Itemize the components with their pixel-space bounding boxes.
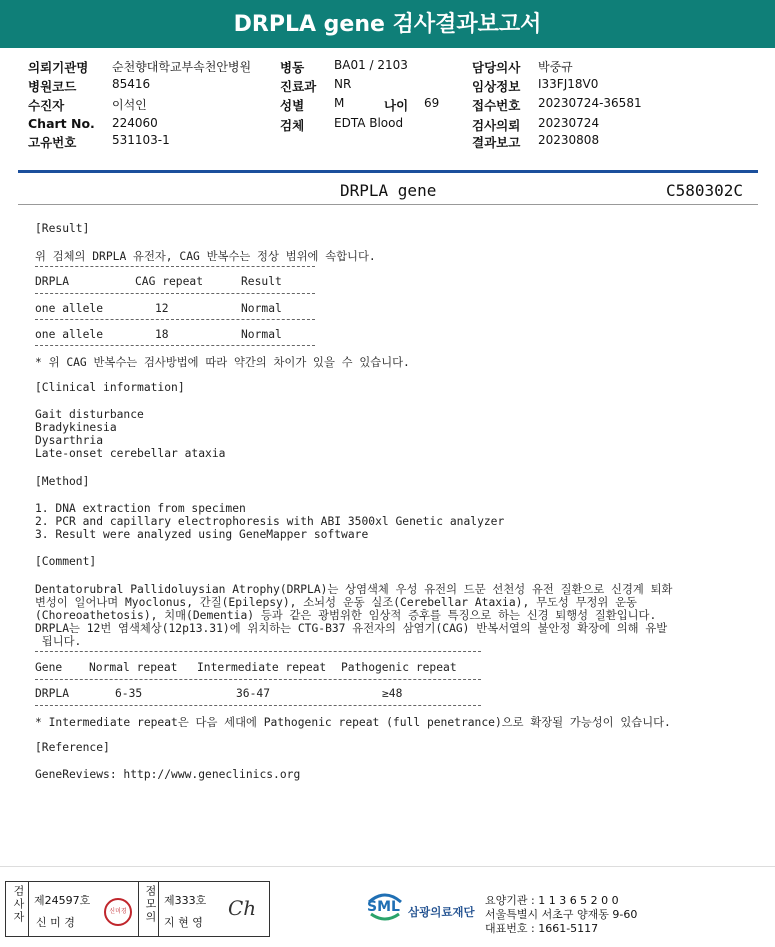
test-name: DRPLA gene [340, 181, 437, 200]
reviewer-name: 지 현 영 [164, 916, 203, 929]
divider [35, 651, 481, 652]
clinical-item: Dysarthria [35, 434, 104, 447]
dept-value: NR [334, 77, 352, 91]
reviewer-label: 점모의 [144, 885, 157, 924]
repeat-intermediate: 36-47 [236, 687, 271, 700]
row1-allele: one allele [35, 302, 104, 315]
clinical-item: Late-onset cerebellar ataxia [35, 447, 226, 460]
result-heading: [Result] [35, 222, 90, 235]
request-date-value: 20230724 [538, 116, 600, 130]
specimen-label: 검체 [280, 118, 305, 133]
ward-value: BA01 / 2103 [334, 58, 408, 72]
title-divider [18, 204, 758, 205]
clinical-info-label: 임상정보 [472, 79, 521, 94]
examiner-license: 제24597호 [34, 894, 91, 907]
reference-heading: [Reference] [35, 741, 110, 754]
report-title: DRPLA gene 검사결과보고서 [0, 0, 775, 48]
unique-no-value: 531103-1 [112, 133, 170, 147]
row2-result: Normal [241, 328, 282, 341]
report-date-label: 결과보고 [472, 135, 521, 150]
examiner-seal [104, 898, 132, 926]
sml-logo [365, 890, 405, 922]
examiner-seal-text: 신미경 [109, 908, 127, 915]
clinical-item: Gait disturbance [35, 408, 144, 421]
repeat-gene: DRPLA [35, 687, 70, 700]
reviewer-signature: Ch [228, 896, 257, 920]
examiner-label: 검사자 [12, 885, 25, 924]
logo-text: SML [367, 899, 400, 915]
divider [35, 679, 481, 680]
org-name: 삼광의료재단 [408, 905, 475, 919]
doctor-value: 박중규 [538, 60, 573, 74]
result-summary: 위 검체의 DRPLA 유전자, CAG 반복수는 정상 범위에 속합니다. [35, 250, 376, 263]
test-code: C580302C [666, 181, 744, 200]
examiner-label-cell [6, 882, 29, 936]
address: 서울특별시 서초구 양재동 9-60 [485, 908, 638, 921]
method-heading: [Method] [35, 475, 90, 488]
receipt-no-label: 접수번호 [472, 98, 521, 113]
comment-line: Dentatorubral Pallidoluysian Atrophy(DRPLA)는 상염색체 우성 유전의 드문 선천성 유전 질환으로 신경계 퇴화 [35, 583, 673, 596]
patient-label: 수진자 [28, 98, 65, 113]
divider [35, 319, 315, 320]
sex-label: 성별 [280, 98, 305, 113]
phone: 대표번호 : 1661-5117 [485, 922, 599, 935]
repeat-col-intermediate: Intermediate repeat [197, 661, 327, 674]
institution-label: 의뢰기관명 [28, 60, 89, 75]
comment-line: DRPLA는 12번 염색체상(12p13.31)에 위치하는 CTG-B37 유전자의 삼염기(CAG) 반복서열의 불안정 확장에 의해 유발 [35, 622, 668, 635]
institution-value: 순천향대학교부속천안병원 [112, 60, 252, 74]
comment-line: 변성이 일어나며 Myoclonus, 간질(Epilepsy), 소뇌성 운동 실조(Cerebellar Ataxia), 무도성 무정위 운동 [35, 596, 637, 609]
repeat-col-normal: Normal repeat [89, 661, 178, 674]
result-col-repeat: CAG repeat [135, 275, 204, 288]
receipt-no-value: 20230724-36581 [538, 96, 642, 110]
reviewer-label-cell [138, 882, 159, 936]
repeat-col-pathogenic: Pathogenic repeat [341, 661, 457, 674]
age-label: 나이 [384, 98, 409, 113]
sex-value: M [334, 96, 345, 110]
ward-label: 병동 [280, 60, 305, 75]
method-item: 2. PCR and capillary electrophoresis with ABI 3500xl Genetic analyzer [35, 515, 505, 528]
comment-heading: [Comment] [35, 555, 97, 568]
result-note: * 위 CAG 반복수는 검사방법에 따라 약간의 차이가 있을 수 있습니다. [35, 356, 410, 369]
repeat-normal: 6-35 [115, 687, 143, 700]
chart-no-value: 224060 [112, 116, 158, 130]
patient-value: 이석인 [112, 98, 147, 112]
row1-repeat: 12 [155, 302, 169, 315]
unique-no-label: 고유번호 [28, 135, 77, 150]
specimen-value: EDTA Blood [334, 116, 404, 130]
repeat-pathogenic: ≥48 [382, 687, 403, 700]
comment-note: * Intermediate repeat은 다음 세대에 Pathogenic repeat (full penetrance)으로 확장될 가능성이 있습니다. [35, 716, 671, 729]
row2-allele: one allele [35, 328, 104, 341]
row1-result: Normal [241, 302, 282, 315]
divider [35, 345, 315, 346]
footer-divider [0, 866, 775, 867]
repeat-col-gene: Gene [35, 661, 63, 674]
header-divider [18, 170, 758, 173]
doctor-label: 담당의사 [472, 60, 521, 75]
clinical-item: Bradykinesia [35, 421, 117, 434]
examiner-name: 신 미 경 [36, 916, 75, 929]
signature-box [5, 881, 270, 937]
method-item: 1. DNA extraction from specimen [35, 502, 246, 515]
request-date-label: 검사의뢰 [472, 118, 521, 133]
age-value: 69 [424, 96, 440, 110]
result-col-result: Result [241, 275, 282, 288]
dept-label: 진료과 [280, 79, 317, 94]
reference-text: GeneReviews: http://www.geneclinics.org [35, 768, 301, 781]
divider [35, 705, 481, 706]
divider [35, 293, 315, 294]
row2-repeat: 18 [155, 328, 169, 341]
code-line: 요양기관 : 1 1 3 6 5 2 0 0 [485, 894, 619, 907]
comment-line: (Choreoathetosis), 치매(Dementia) 등과 같은 광범위한 임상적 증후를 특징으로 하는 신경 퇴행성 질환입니다. [35, 609, 657, 622]
report-date-value: 20230808 [538, 133, 600, 147]
method-item: 3. Result were analyzed using GeneMapper software [35, 528, 369, 541]
chart-no-label: Chart No. [28, 116, 95, 131]
result-col-allele: DRPLA [35, 275, 70, 288]
divider [35, 266, 315, 267]
hospital-code-value: 85416 [112, 77, 151, 91]
reviewer-license: 제333호 [164, 894, 207, 907]
clinical-heading: [Clinical information] [35, 381, 185, 394]
hospital-code-label: 병원코드 [28, 79, 77, 94]
comment-line: 됩니다. [35, 635, 82, 648]
clinical-info-value: I33FJ18V0 [538, 77, 599, 91]
